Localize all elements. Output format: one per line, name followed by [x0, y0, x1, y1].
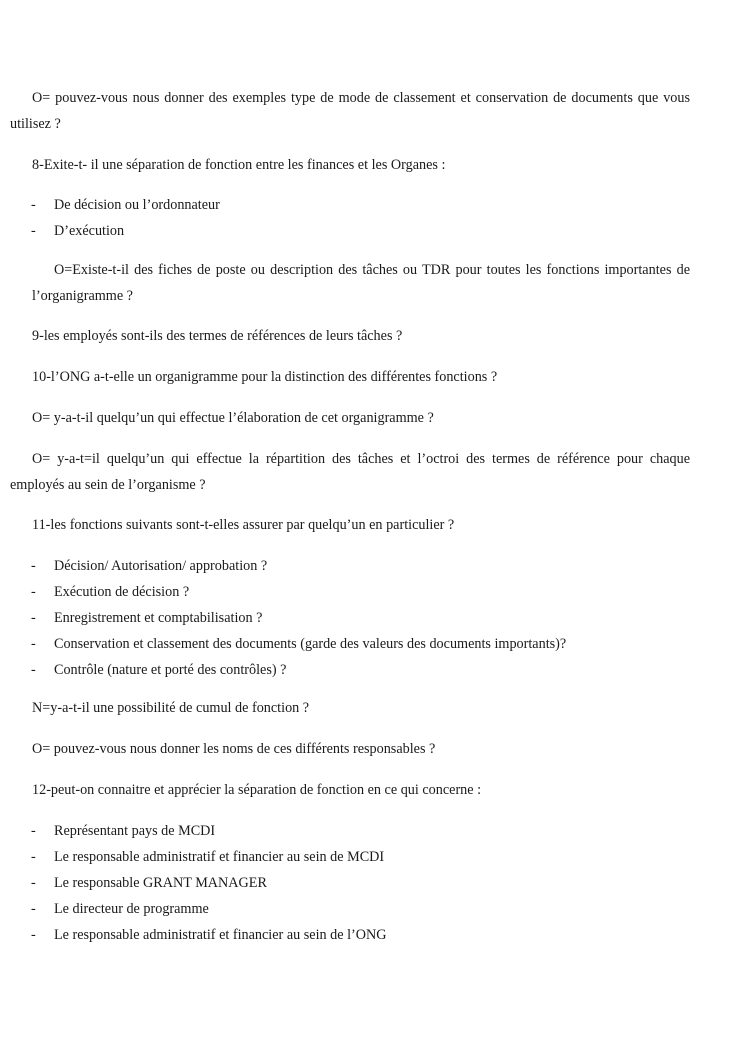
paragraph-question-fiches: O=Existe-t-il des fiches de poste ou description des tâches ou TDR pour toutes les fonctions importantes de l’organigramme ? [32, 262, 690, 304]
list-item-text: Le directeur de programme [54, 901, 209, 917]
list-item-text: Décision/ Autorisation/ approbation ? [54, 558, 268, 574]
list-item-text: Le responsable GRANT MANAGER [54, 875, 267, 891]
list-item-text: Enregistrement et comptabilisation ? [54, 610, 263, 626]
list-dash: - [31, 636, 36, 652]
list-item [0, 605, 700, 631]
list-dash: - [31, 584, 36, 600]
paragraph-question-12: 12-peut-on connaitre et apprécier la séparation de fonction en ce qui concerne : [32, 782, 482, 798]
list-item-text: Représentant pays de MCDI [54, 823, 216, 839]
list-item [0, 818, 700, 844]
paragraph-question-documents: O= pouvez-vous nous donner des exemples type de mode de classement et conservation de documents que vous utilisez ? [10, 90, 690, 132]
paragraph-question-11: 11-les fonctions suivants sont-t-elles assurer par quelqu’un en particulier ? [32, 517, 455, 533]
paragraph-question-10: 10-l’ONG a-t-elle un organigramme pour la distinction des différentes fonctions ? [32, 369, 498, 385]
paragraph-question-8: 8-Exite-t- il une séparation de fonction entre les finances et les Organes : [32, 157, 446, 173]
list-question-8 [0, 192, 700, 244]
paragraph-question-cumul: N=y-a-t-il une possibilité de cumul de fonction ? [32, 700, 310, 716]
list-dash: - [31, 197, 36, 213]
list-item-text: De décision ou l’ordonnateur [54, 197, 220, 213]
list-item [0, 896, 700, 922]
list-item [0, 844, 700, 870]
list-item-text: Exécution de décision ? [54, 584, 190, 600]
list-dash: - [31, 610, 36, 626]
list-item [0, 218, 700, 244]
list-dash: - [31, 223, 36, 239]
list-item [0, 631, 700, 657]
list-item [0, 657, 700, 683]
list-item [0, 579, 700, 605]
list-dash: - [31, 662, 36, 678]
list-item-text: Le responsable administratif et financier au sein de l’ONG [54, 927, 387, 943]
list-dash: - [31, 823, 36, 839]
list-question-12 [0, 818, 700, 948]
list-dash: - [31, 558, 36, 574]
list-item [0, 922, 700, 948]
paragraph-question-noms: O= pouvez-vous nous donner les noms de ces différents responsables ? [32, 741, 436, 757]
list-item-text: Contrôle (nature et porté des contrôles) ? [54, 662, 287, 678]
list-item [0, 870, 700, 896]
list-item [0, 192, 700, 218]
list-item [0, 553, 700, 579]
list-dash: - [31, 927, 36, 943]
paragraph-question-9: 9-les employés sont-ils des termes de références de leurs tâches ? [32, 328, 403, 344]
list-dash: - [31, 875, 36, 891]
list-dash: - [31, 849, 36, 865]
paragraph-question-elaboration: O= y-a-t-il quelqu’un qui effectue l’élaboration de cet organigramme ? [32, 410, 434, 426]
list-item-text: Conservation et classement des documents (garde des valeurs des documents importants)? [54, 636, 567, 652]
list-item-text: Le responsable administratif et financier au sein de MCDI [54, 849, 385, 865]
list-question-11 [0, 553, 700, 683]
list-item-text: D’exécution [54, 223, 125, 239]
list-dash: - [31, 901, 36, 917]
paragraph-question-repartition: O= y-a-t=il quelqu’un qui effectue la répartition des tâches et l’octroi des termes de référence pour chaque employés au sein de l’organisme ? [10, 451, 690, 493]
